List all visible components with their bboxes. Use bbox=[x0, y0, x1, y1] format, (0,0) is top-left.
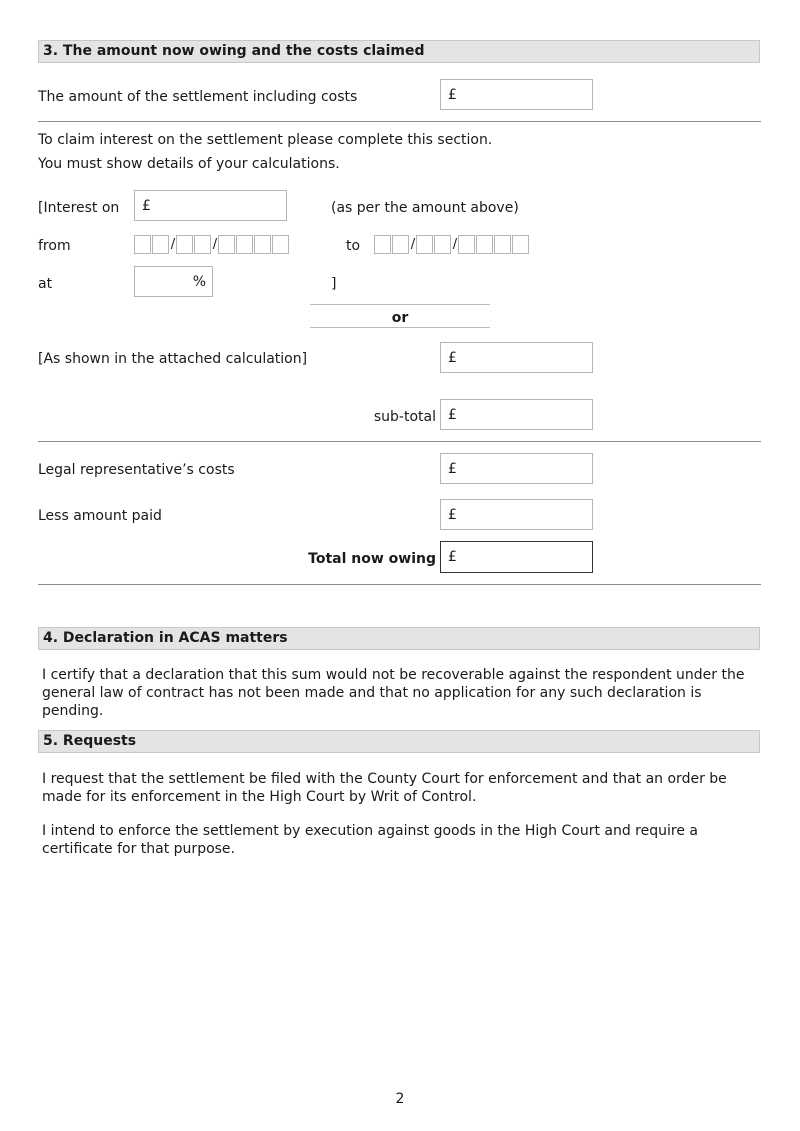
date-digit-box[interactable] bbox=[218, 235, 235, 254]
request-text-1: I request that the settlement be filed with the County Court for enforcement and that an order be made for its enforcement in the High Court by Writ of Control. bbox=[42, 771, 727, 805]
currency-symbol: £ bbox=[448, 406, 457, 423]
date-digit-box[interactable] bbox=[272, 235, 289, 254]
date-digit-box[interactable] bbox=[134, 235, 151, 254]
interest-rate-field[interactable] bbox=[134, 266, 213, 297]
interest-on-label: [Interest on bbox=[38, 200, 120, 216]
currency-symbol: £ bbox=[448, 349, 457, 366]
at-label: at bbox=[38, 276, 53, 292]
less-paid-amount-field[interactable] bbox=[440, 499, 593, 530]
from-date-field[interactable] bbox=[134, 234, 290, 254]
currency-symbol: £ bbox=[448, 506, 457, 523]
date-digit-box[interactable] bbox=[392, 235, 409, 254]
or-divider-bottom bbox=[310, 327, 490, 328]
date-digit-box[interactable] bbox=[254, 235, 271, 254]
date-separator: / bbox=[170, 237, 176, 252]
date-digit-box[interactable] bbox=[374, 235, 391, 254]
currency-symbol: £ bbox=[448, 549, 457, 565]
total-owing-label: Total now owing bbox=[308, 551, 436, 567]
date-digit-box[interactable] bbox=[416, 235, 433, 254]
interest-intro-2: You must show details of your calculations. bbox=[38, 156, 340, 172]
attached-calc-label: [As shown in the attached calculation] bbox=[38, 351, 308, 367]
percent-symbol: % bbox=[192, 273, 206, 290]
or-label: or bbox=[391, 310, 409, 326]
legal-costs-label: Legal representative’s costs bbox=[38, 462, 235, 478]
currency-symbol: £ bbox=[448, 86, 457, 103]
attached-calc-amount-field[interactable] bbox=[440, 342, 593, 373]
date-separator: / bbox=[452, 237, 458, 252]
declaration-text: I certify that a declaration that this sum would not be recoverable against the respondent under the general law of contract has not been made and that no application for any such declaration is pending. bbox=[42, 667, 745, 719]
date-digit-box[interactable] bbox=[176, 235, 193, 254]
page-number: 2 bbox=[395, 1091, 405, 1107]
total-owing-amount-field[interactable] bbox=[440, 541, 593, 573]
to-label: to bbox=[346, 238, 361, 254]
section-5-header: 5. Requests bbox=[38, 730, 760, 753]
date-digit-box[interactable] bbox=[434, 235, 451, 254]
to-date-field[interactable] bbox=[374, 234, 530, 254]
interest-on-amount-field[interactable] bbox=[134, 190, 287, 221]
section-3-header: 3. The amount now owing and the costs claimed bbox=[38, 40, 760, 63]
date-digit-box[interactable] bbox=[476, 235, 493, 254]
subtotal-label: sub-total bbox=[373, 409, 436, 425]
date-separator: / bbox=[410, 237, 416, 252]
settlement-amount-field[interactable] bbox=[440, 79, 593, 110]
subtotal-amount-field[interactable] bbox=[440, 399, 593, 430]
currency-symbol: £ bbox=[142, 197, 151, 214]
from-label: from bbox=[38, 238, 71, 254]
less-paid-label: Less amount paid bbox=[38, 508, 162, 524]
section-4-header: 4. Declaration in ACAS matters bbox=[38, 627, 760, 650]
legal-costs-amount-field[interactable] bbox=[440, 453, 593, 484]
date-digit-box[interactable] bbox=[458, 235, 475, 254]
currency-symbol: £ bbox=[448, 460, 457, 477]
date-digit-box[interactable] bbox=[236, 235, 253, 254]
settlement-label: The amount of the settlement including costs bbox=[38, 89, 358, 105]
or-divider-top bbox=[310, 304, 490, 305]
close-bracket: ] bbox=[331, 276, 337, 292]
interest-intro-1: To claim interest on the settlement please complete this section. bbox=[38, 132, 493, 148]
date-digit-box[interactable] bbox=[152, 235, 169, 254]
request-text-2: I intend to enforce the settlement by execution against goods in the High Court and require a certificate for that purpose. bbox=[42, 823, 698, 857]
date-separator: / bbox=[212, 237, 218, 252]
divider bbox=[38, 584, 761, 585]
date-digit-box[interactable] bbox=[494, 235, 511, 254]
divider bbox=[38, 121, 761, 122]
date-digit-box[interactable] bbox=[194, 235, 211, 254]
divider bbox=[38, 441, 761, 442]
date-digit-box[interactable] bbox=[512, 235, 529, 254]
as-per-label: (as per the amount above) bbox=[331, 200, 519, 216]
